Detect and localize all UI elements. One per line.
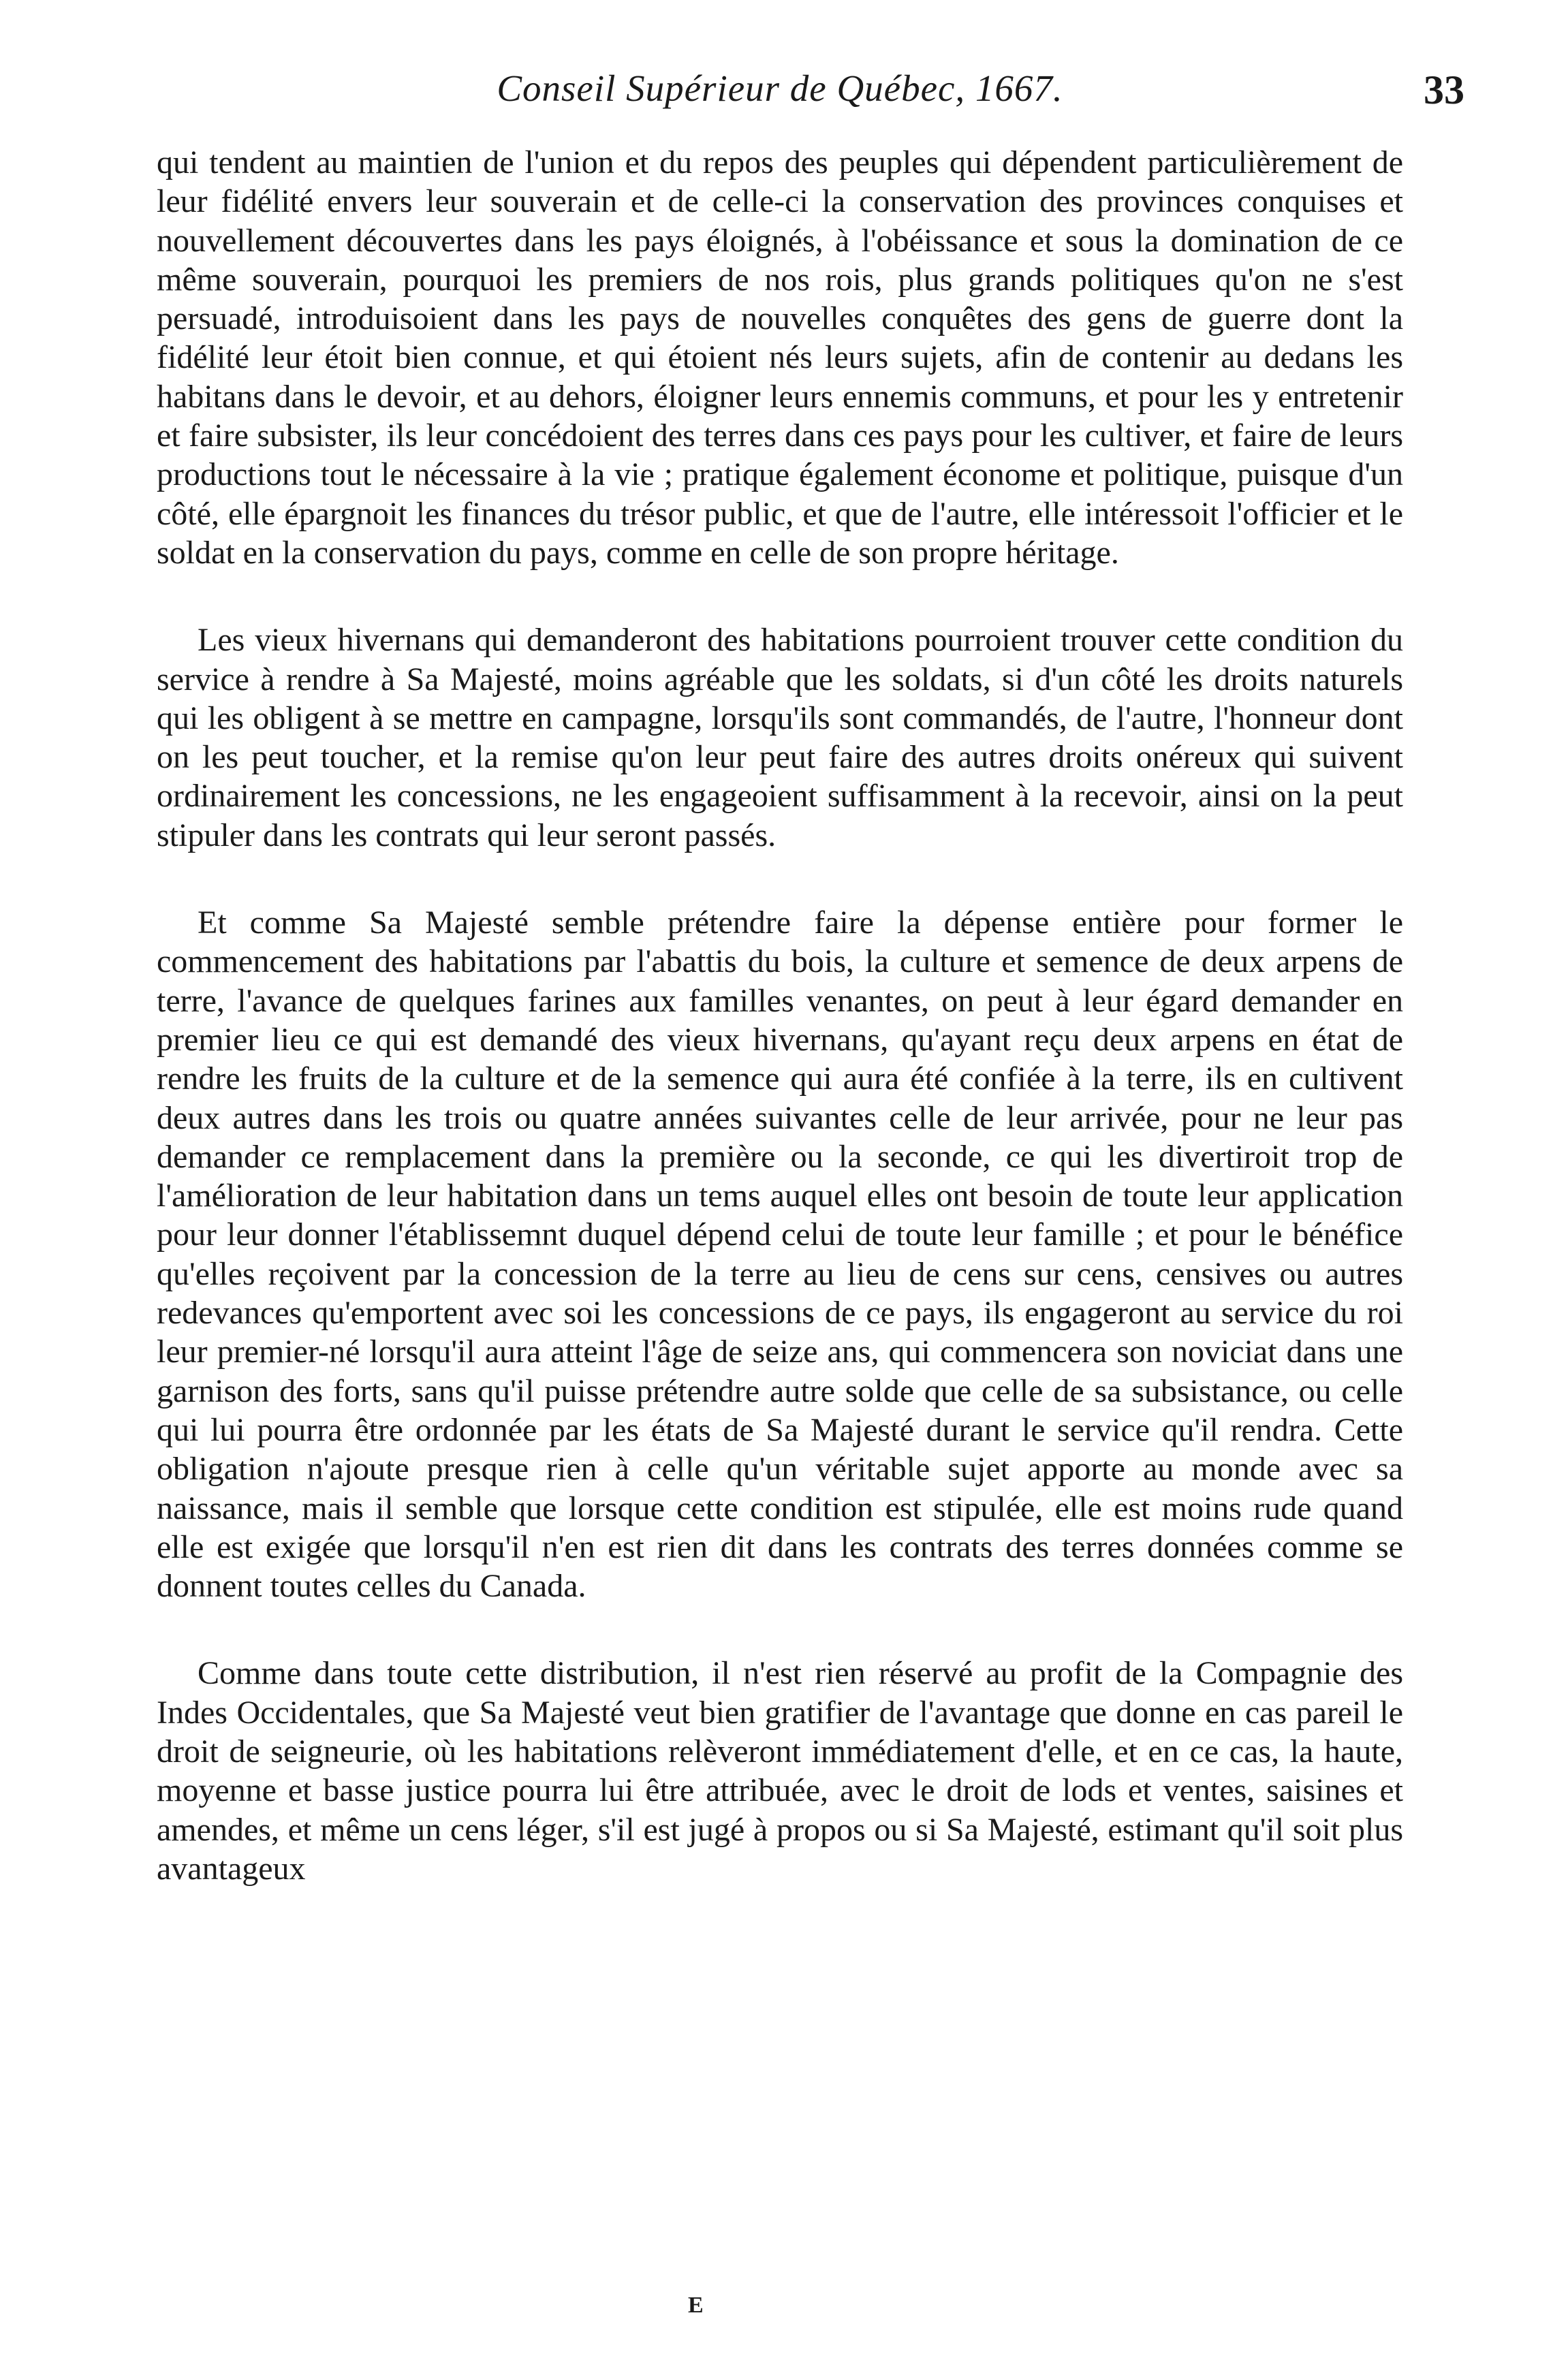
body-text <box>157 143 1403 1888</box>
running-title: Conseil Supérieur de Québec, 1667. <box>497 67 1063 109</box>
signature-mark: E <box>688 2293 704 2318</box>
paragraph-continuation: qui tendent au maintien de l'union et du repos des peuples qui dépendent particulièrement de leur fidélité envers leur souverain et de celle-ci la conservation des provinces conquises et nouvellement découvertes dans les pays éloignés, à l'obéissance et sous la domination de ce même souverain, pourquoi les premiers de nos rois, plus grands politiques qu'on ne s'est persuadé, introduisoient dans les pays de nouvelles conquêtes des gens de guerre dont la fidélité leur étoit bien connue, et qui étoient nés leurs sujets, afin de contenir au dedans les habitans dans le devoir, et au dehors, éloigner leurs ennemis communs, et pour les y entretenir et faire subsister, ils leur concédoient des terres dans ces pays pour les cultiver, et faire de leurs productions tout le nécessaire à la vie ; pratique également économe et politique, puisque d'un côté, elle épargnoit les finances du trésor public, et que de l'autre, elle intéressoit l'officier et le soldat en la conservation du pays, comme en celle de son propre héritage. <box>157 144 1403 571</box>
paragraph-habitations: Et comme Sa Majesté semble prétendre faire la dépense entière pour former le commencement des habitations par l'abattis du bois, la culture et semence de deux arpens de terre, l'avance de quelques farines aux familles venantes, on peut à leur égard demander en premier lieu ce qui est demandé des vieux hivernans, qu'ayant reçu deux arpens en état de rendre les fruits de la culture et de la semence qui aura été confiée à la terre, ils en cultivent deux autres dans les trois ou quatre années suivantes celle de leur arrivée, pour ne leur pas demander ce remplacement dans la première ou la seconde, ce qui les divertiroit trop de l'amélioration de leur habitation dans un tems auquel elles ont besoin de toute leur application pour leur donner l'établissemnt duquel dépend celui de toute leur famille ; et pour le bénéfice qu'elles reçoivent par la concession de la terre au lieu de cens sur cens, censives ou autres redevances qu'emportent avec soi les concessions de ce pays, ils engageront au service du roi leur premier-né lorsqu'il aura atteint l'âge de seize ans, qui commencera son noviciat dans une garnison des forts, sans qu'il puisse prétendre autre solde que celle de sa subsistance, ou celle qui lui pourra être ordonnée par les états de Sa Majesté durant le service qu'il rendra. Cette obligation n'ajoute presque rien à celle qu'un véritable sujet apporte au monde avec sa naissance, mais il semble que lorsque cette condition est stipulée, elle est moins rude quand elle est exigée que lorsqu'il n'en est rien dit dans les contrats des terres données comme se donnent toutes celles du Canada. <box>157 905 1403 1605</box>
page-number: 33 <box>1424 67 1464 112</box>
paragraph-compagnie: Comme dans toute cette distribution, il n'est rien réservé au profit de la Compagnie des Indes Occidentales, que Sa Majesté veut bien gratifier de l'avantage que donne en cas pareil le droit de seigneurie, où les habitations relèveront immédiatement d'elle, et en ce cas, la haute, moyenne et basse justice pourra lui être attribuée, avec le droit de lods et ventes, saisines et amendes, et même un cens léger, s'il est jugé à propos ou si Sa Majesté, estimant qu'il soit plus avantageux <box>157 1655 1403 1887</box>
running-header <box>157 65 1464 119</box>
paragraph-hivernans: Les vieux hivernans qui demanderont des habitations pourroient trouver cette condition du service à rendre à Sa Majesté, moins agréable que les soldats, si d'un côté les droits naturels qui les obligent à se mettre en campagne, lorsqu'ils sont commandés, de l'autre, l'honneur dont on les peut toucher, et la remise qu'on leur peut faire des autres droits onéreux qui suivent ordinairement les concessions, ne les engageoient suffisamment à la recevoir, ainsi on la peut stipuler dans les contrats qui leur seront passés. <box>157 622 1403 853</box>
